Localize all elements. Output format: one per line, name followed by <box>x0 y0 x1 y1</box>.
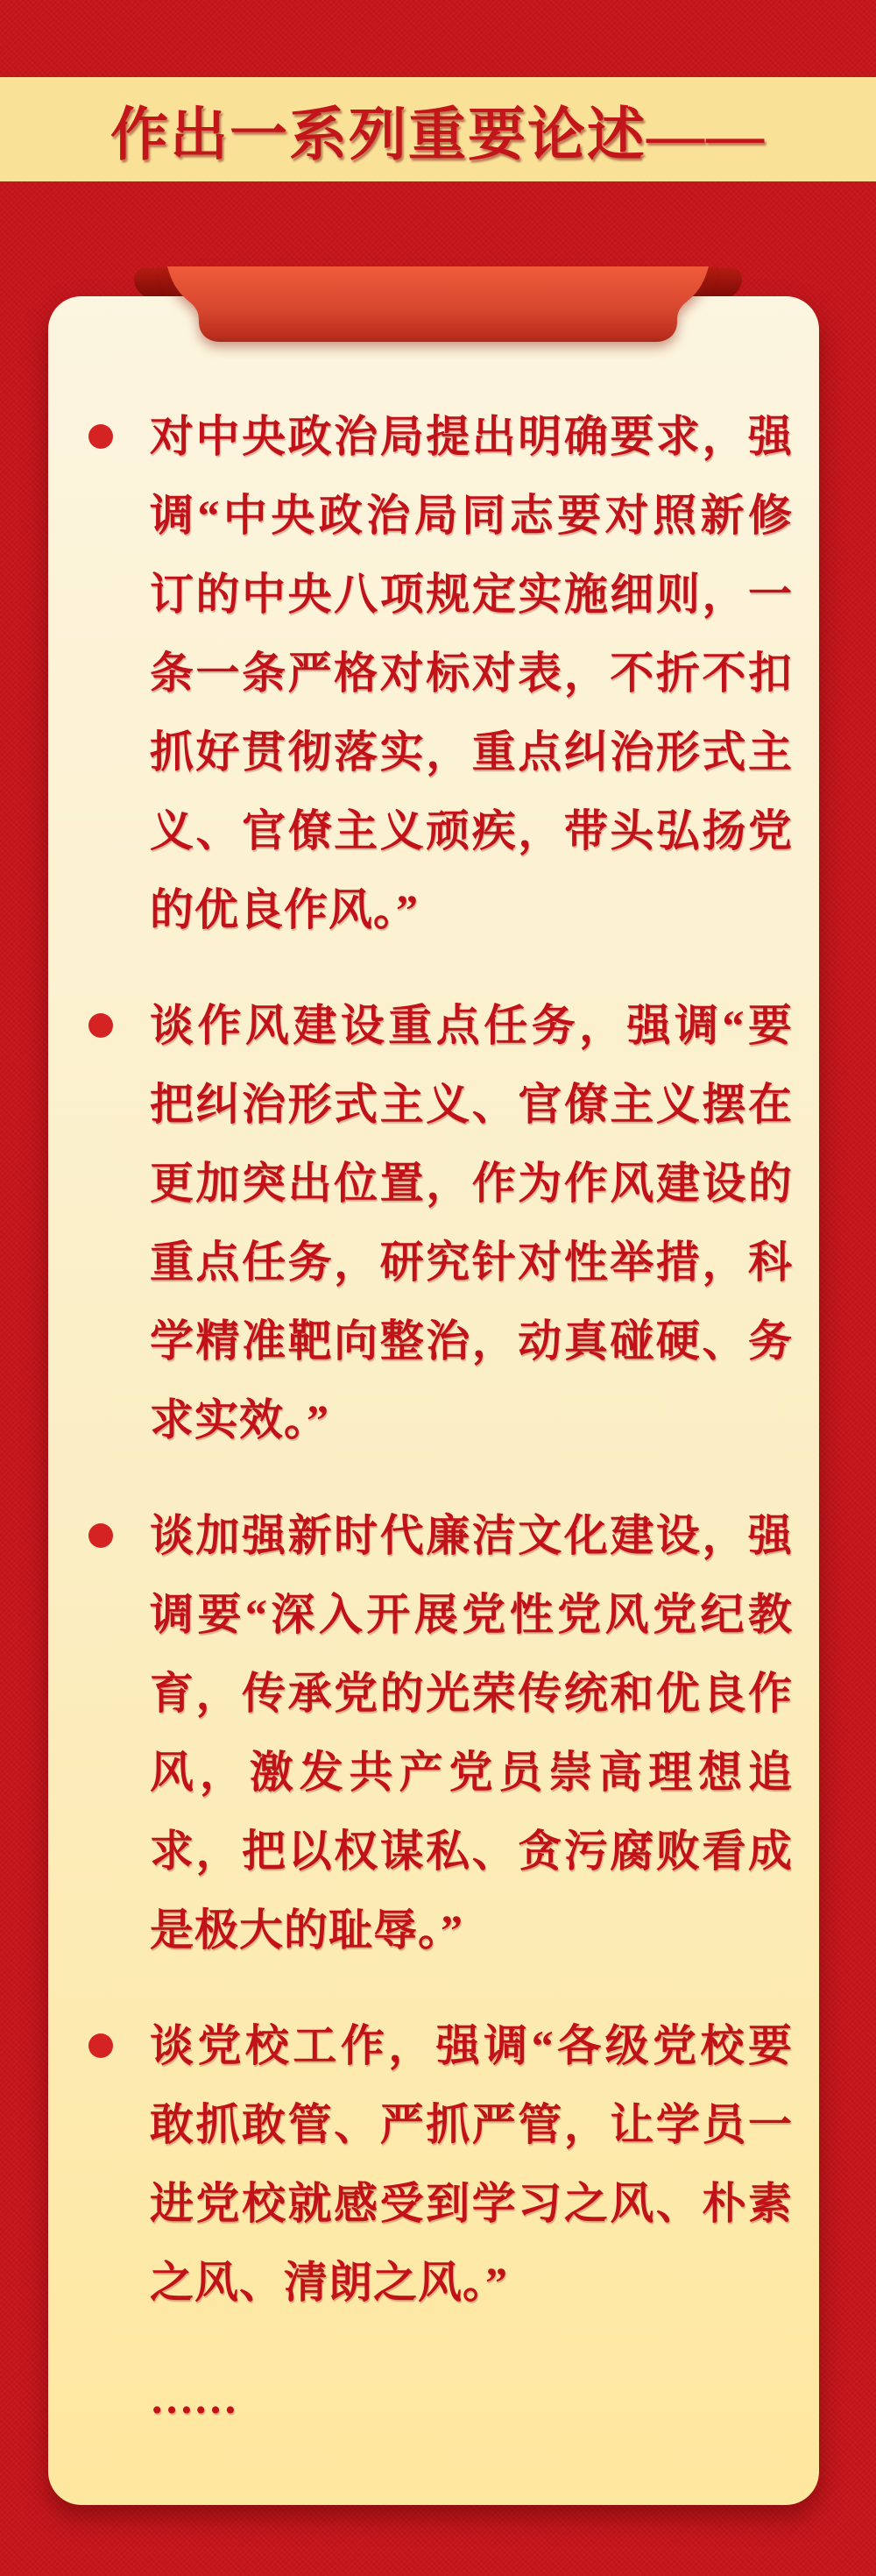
bullet-item <box>88 986 793 1459</box>
page-title: 作出一系列重要论述—— <box>110 103 766 167</box>
bullet-item <box>88 2006 793 2322</box>
bullet-text: 谈作风建设重点任务，强调“要把纠治形式主义、官僚主义摆在更加突出位置，作为作风建设的重点任务，研究针对性举措，科学精准靶向整治，动真碰硬、务求实效。” <box>150 1001 793 1444</box>
bullet-dot-icon <box>88 1013 113 1038</box>
bullet-item <box>88 1496 793 1969</box>
quote-card <box>48 296 819 2505</box>
bullet-text: 谈党校工作，强调“各级党校要敢抓敢管、严抓严管，让学员一进党校就感受到学习之风、朴素之风、清朗之风。” <box>150 2021 793 2307</box>
title-banner <box>0 77 876 181</box>
bullet-dot-icon <box>88 2033 113 2058</box>
bullet-item <box>88 397 793 949</box>
red-scroll-ribbon-icon <box>136 266 740 342</box>
bullet-dot-icon <box>88 1523 113 1548</box>
ellipsis-text: …… <box>150 2374 237 2423</box>
bullet-text: 谈加强新时代廉洁文化建设，强调要“深入开展党性党风党纪教育，传承党的光荣传统和优良作风，激发共产党员崇高理想追求，把以权谋私、贪污腐败看成是极大的耻辱。” <box>150 1511 793 1955</box>
bullet-dot-icon <box>88 424 113 449</box>
bullet-text: 对中央政治局提出明确要求，强调“中央政治局同志要对照新修订的中央八项规定实施细则，一条一条严格对标对表，不折不扣抓好贯彻落实，重点纠治形式主义、官僚主义顽疾，带头弘扬党的优良作风。” <box>150 412 793 934</box>
